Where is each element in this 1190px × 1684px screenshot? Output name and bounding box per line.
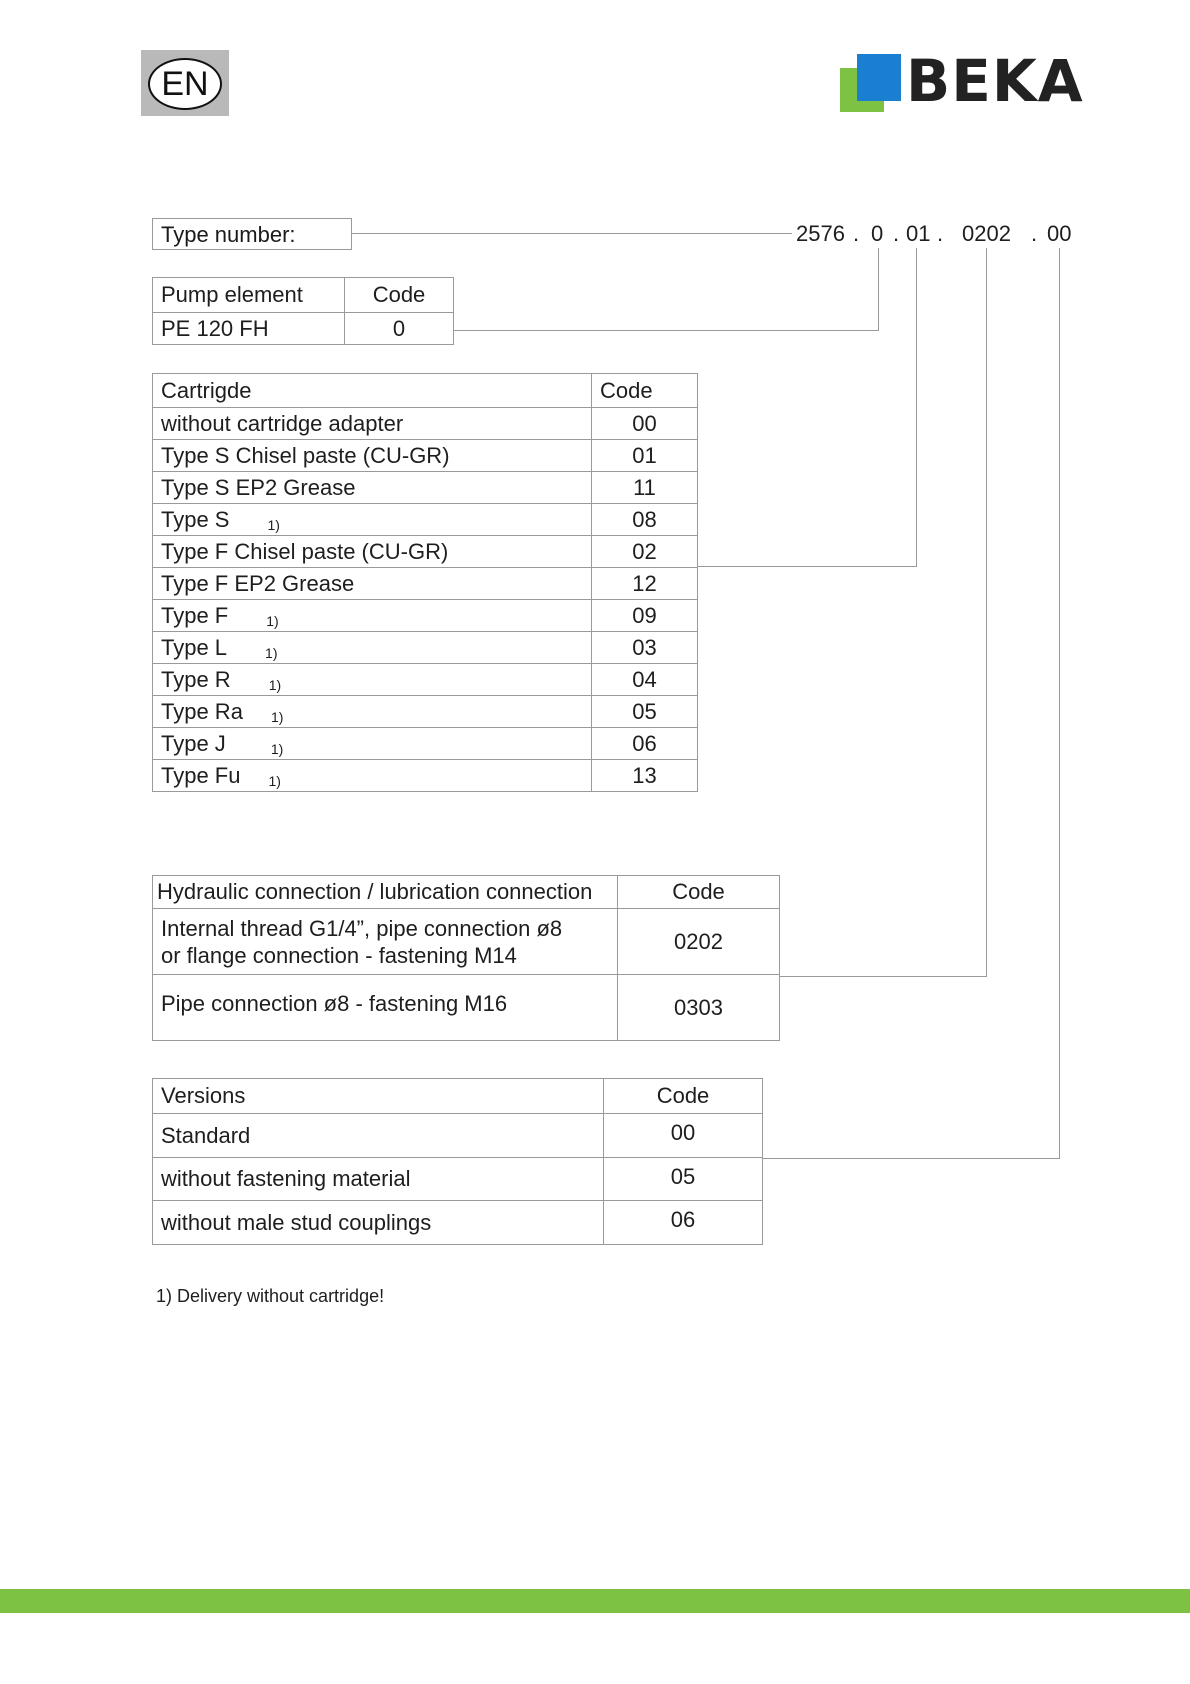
table-header-cell: Hydraulic connection / lubrication connection	[153, 876, 618, 909]
cartridge-code: 03	[592, 632, 698, 664]
footnote-marker: 1)	[267, 516, 280, 533]
table-header-cell: Code	[604, 1079, 763, 1114]
table-row	[153, 1201, 763, 1245]
table-header-cell: Pump element	[153, 278, 345, 313]
cartridge-code: 12	[592, 568, 698, 600]
footnote-marker: 1)	[268, 676, 282, 693]
table-header-row	[153, 374, 698, 408]
table-row	[153, 696, 698, 728]
cartridge-name: Type L	[161, 634, 228, 660]
versions-table	[152, 1078, 763, 1245]
type-number-dot: .	[937, 221, 944, 246]
table-row	[153, 1158, 763, 1201]
table-header-row	[153, 876, 780, 909]
type-number-dot: .	[1031, 221, 1038, 246]
pump-element-code: 0	[345, 313, 454, 345]
connection-description	[153, 909, 618, 975]
version-code: 05	[604, 1158, 763, 1201]
table-header-cell: Code	[592, 374, 698, 408]
cartridge-name-cell	[153, 664, 592, 696]
cartridge-code: 13	[592, 760, 698, 792]
logo-blue-square	[857, 54, 901, 101]
table-row	[153, 536, 698, 568]
cartridge-code: 04	[592, 664, 698, 696]
table-row	[153, 313, 454, 345]
cartridge-name: Type S	[161, 506, 230, 532]
cartridge-name: Type J	[161, 730, 226, 756]
table-row	[153, 568, 698, 600]
footnote: 1) Delivery without cartridge!	[156, 1286, 385, 1306]
cartridge-code: 02	[592, 536, 698, 568]
cartridge-name-cell	[153, 728, 592, 760]
type-number-leader-line	[352, 233, 792, 234]
cartridge-code: 05	[592, 696, 698, 728]
cartridge-name: Type S Chisel paste (CU-GR)	[153, 440, 592, 472]
beka-logo	[840, 47, 1110, 120]
table-row	[153, 975, 780, 1041]
cartridge-code: 06	[592, 728, 698, 760]
footer-green-bar	[0, 1589, 1190, 1613]
table-row	[153, 909, 780, 975]
cartridge-name-cell	[153, 632, 592, 664]
cartridge-name-cell	[153, 504, 592, 536]
cartridge-name: Type Fu	[161, 762, 241, 788]
type-number-cartridge-code: 01	[906, 221, 931, 246]
table-header-cell: Versions	[153, 1079, 604, 1114]
footnote-marker: 1)	[268, 772, 281, 789]
connection-code: 0202	[618, 909, 780, 975]
type-number-base: 2576	[796, 221, 845, 246]
cartridge-name: Type F	[161, 602, 229, 628]
type-number-version-code: 00	[1047, 221, 1072, 246]
table-header-cell: Cartrigde	[153, 374, 592, 408]
version-code: 06	[604, 1201, 763, 1245]
cartridge-code: 01	[592, 440, 698, 472]
cartridge-name: Type R	[161, 666, 231, 692]
version-name: without fastening material	[153, 1158, 604, 1201]
table-row	[153, 1114, 763, 1158]
version-code: 00	[604, 1114, 763, 1158]
connection-connector-line	[986, 248, 987, 976]
table-header-row	[153, 278, 454, 313]
cartridge-name-cell	[153, 600, 592, 632]
footnote-marker: 1)	[266, 612, 279, 629]
cartridge-code: 11	[592, 472, 698, 504]
version-name: Standard	[153, 1114, 604, 1158]
table-row	[153, 600, 698, 632]
pump-element-name: PE 120 FH	[153, 313, 345, 345]
table-header-cell: Code	[618, 876, 780, 909]
footnote-marker: 1)	[265, 644, 278, 661]
table-header-row	[153, 1079, 763, 1114]
table-row	[153, 440, 698, 472]
pump-connector-line	[453, 330, 879, 331]
connection-line: Internal thread G1/4”, pipe connection ø8	[161, 915, 563, 941]
version-connector-line	[763, 1158, 1060, 1159]
cartridge-connector-line	[916, 248, 917, 566]
table-row	[153, 760, 698, 792]
table-row	[153, 632, 698, 664]
cartridge-name: Type F Chisel paste (CU-GR)	[153, 536, 592, 568]
table-row	[153, 504, 698, 536]
table-row	[153, 472, 698, 504]
hydraulic-connection-table	[152, 875, 780, 1041]
connection-connector-line	[780, 976, 987, 977]
type-number-pump-code: 0	[871, 221, 884, 246]
cartridge-name-cell	[153, 696, 592, 728]
connection-code: 0303	[618, 975, 780, 1041]
cartridge-table	[152, 373, 698, 792]
type-number-dot: .	[853, 221, 860, 246]
language-badge	[141, 50, 229, 116]
cartridge-code: 00	[592, 408, 698, 440]
version-connector-line	[1059, 248, 1060, 1158]
language-badge-label: EN	[148, 58, 222, 110]
pump-connector-line	[878, 248, 879, 330]
type-number-connection-code: 0202	[962, 221, 1011, 246]
cartridge-name-cell	[153, 760, 592, 792]
cartridge-name: without cartridge adapter	[153, 408, 592, 440]
footnote-marker: 1)	[270, 740, 284, 757]
version-name: without male stud couplings	[153, 1201, 604, 1245]
cartridge-name: Type F EP2 Grease	[153, 568, 592, 600]
table-row	[153, 664, 698, 696]
table-row	[153, 408, 698, 440]
cartridge-connector-line	[698, 566, 917, 567]
pump-element-table	[152, 277, 454, 345]
type-number-dot: .	[893, 221, 900, 246]
connection-line: or flange connection - fastening M14	[161, 942, 517, 968]
table-row	[153, 728, 698, 760]
cartridge-name: Type Ra	[161, 698, 243, 724]
connection-description: Pipe connection ø8 - fastening M16	[153, 975, 618, 1041]
cartridge-code: 09	[592, 600, 698, 632]
table-header-cell: Code	[345, 278, 454, 313]
footnote-marker: 1)	[270, 708, 284, 725]
logo-text: BEKA	[906, 47, 1084, 115]
cartridge-name: Type S EP2 Grease	[153, 472, 592, 504]
cartridge-code: 08	[592, 504, 698, 536]
type-number-label: Type number:	[152, 218, 352, 250]
